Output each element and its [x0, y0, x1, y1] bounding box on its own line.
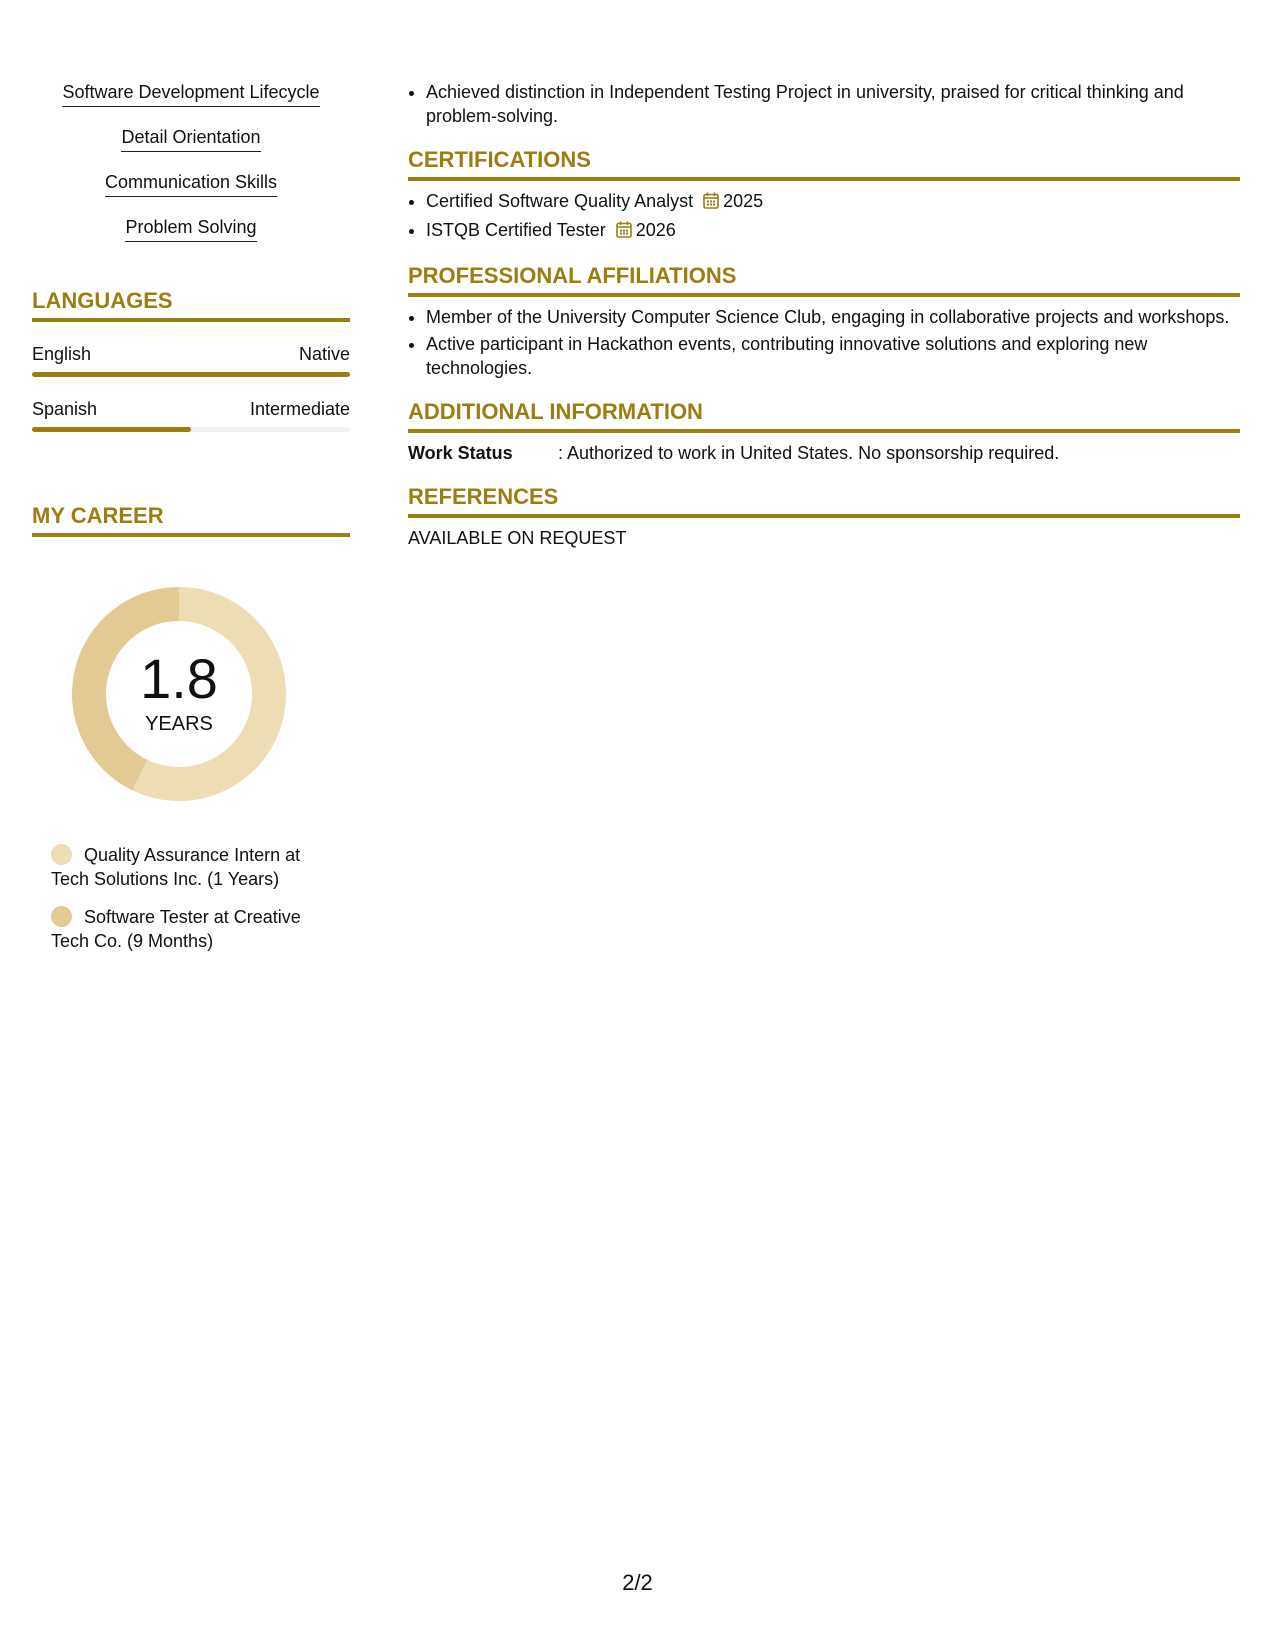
career-donut-chart: [64, 579, 294, 809]
career-title: MY CAREER: [32, 502, 350, 537]
language-item-spanish: [32, 397, 350, 432]
affiliation-item: • Member of the University Computer Science Club, engaging in collaborative projects and workshops.: [426, 305, 1240, 329]
skills-list: [32, 80, 350, 245]
language-bar-fill: [32, 372, 350, 377]
skill-item: [32, 125, 350, 155]
certification-year: 2025: [723, 191, 764, 211]
career-legend-item: [51, 843, 341, 891]
skill-item: [32, 80, 350, 110]
language-level: Native: [298, 344, 350, 364]
language-bar-fill: [32, 427, 191, 432]
language-item-english: [32, 342, 350, 377]
language-level: Intermediate: [249, 399, 350, 419]
page-number: 2/2: [622, 1570, 653, 1595]
languages-title: LANGUAGES: [32, 287, 350, 322]
affiliations-list: [408, 305, 1240, 380]
achievements-list: [408, 80, 1240, 128]
career-total-unit: YEARS: [145, 713, 213, 735]
skill-item: [32, 215, 350, 245]
calendar-icon: [703, 191, 719, 215]
skill-tag: Detail Orientation: [121, 125, 260, 152]
references-title: REFERENCES: [408, 483, 1240, 518]
career-total-value: 1.8: [140, 647, 218, 710]
career-section: [32, 502, 350, 953]
legend-dot: [51, 906, 72, 927]
skill-tag: Software Development Lifecycle: [62, 80, 319, 107]
skill-tag: Communication Skills: [105, 170, 277, 197]
work-status-label: Work Status: [408, 443, 513, 463]
certifications-list: [408, 189, 1240, 244]
affiliation-item: • Active participant in Hackathon events, contributing innovative solutions and exploring new technologies.: [426, 332, 1240, 380]
language-bar: [32, 372, 350, 377]
career-legend: [51, 843, 341, 953]
calendar-icon: [616, 220, 632, 244]
skill-tag: Problem Solving: [125, 215, 256, 242]
legend-label: Quality Assurance Intern at Tech Solutions Inc. (1 Years): [51, 845, 301, 889]
left-column: [32, 80, 350, 967]
achievement-item: • Achieved distinction in Independent Testing Project in university, praised for critical thinking and problem-solving.: [426, 80, 1240, 128]
language-name: Spanish: [32, 399, 98, 419]
certification-name: Certified Software Quality Analyst: [426, 191, 694, 211]
right-column: [408, 80, 1240, 550]
certification-year: 2026: [635, 220, 676, 240]
certification-name: ISTQB Certified Tester: [426, 220, 606, 240]
references-text: AVAILABLE ON REQUEST: [408, 528, 627, 548]
additional-info-title: ADDITIONAL INFORMATION: [408, 398, 1240, 433]
work-status-value: : Authorized to work in United States. No sponsorship required.: [558, 443, 1060, 463]
career-legend-item: [51, 905, 341, 953]
languages-section: [32, 287, 350, 432]
work-status-row: [408, 441, 1240, 465]
certifications-title: CERTIFICATIONS: [408, 146, 1240, 181]
certification-item: [426, 189, 1240, 215]
certification-item: [426, 218, 1240, 244]
language-bar: [32, 427, 350, 432]
skill-item: [32, 170, 350, 200]
language-name: English: [32, 344, 92, 364]
legend-dot: [51, 844, 72, 865]
donut-center: [64, 647, 294, 737]
legend-label: Software Tester at Creative Tech Co. (9 Months): [51, 907, 301, 951]
affiliations-title: PROFESSIONAL AFFILIATIONS: [408, 262, 1240, 297]
